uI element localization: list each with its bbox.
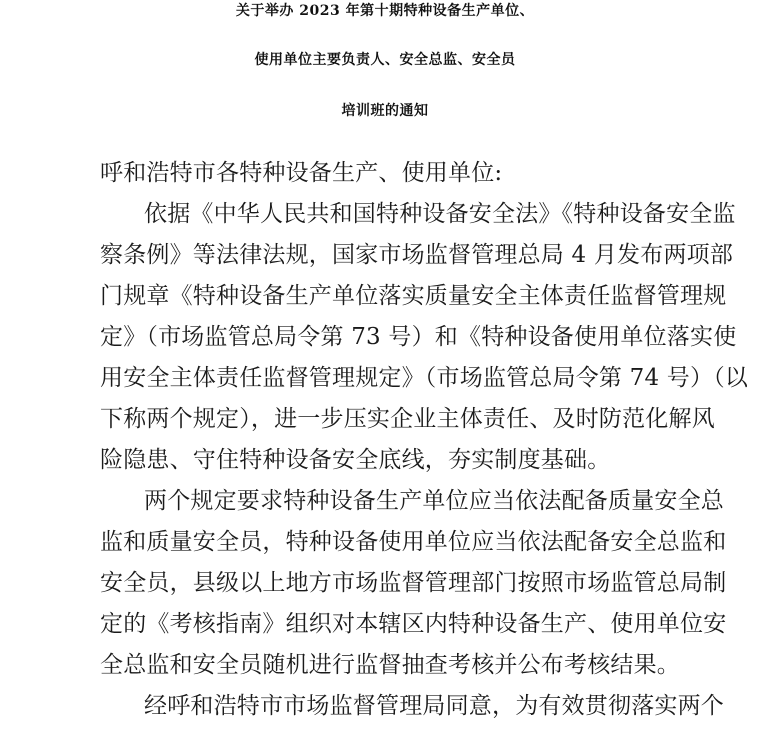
body-line: 察条例》等法律法规，国家市场监督管理总局 4 月发布两项部 (100, 242, 734, 268)
body-line: 定》（市场监管总局令第 73 号）和《特种设备使用单位落实使 (100, 324, 737, 350)
body-line: 监和质量安全员，特种设备使用单位应当依法配备安全总监和 (100, 529, 727, 555)
body-line: 两个规定要求特种设备生产单位应当依法配备质量安全总 (144, 488, 724, 514)
body-line: 经呼和浩特市市场监督管理局同意，为有效贯彻落实两个 (144, 693, 724, 719)
document-title-line-1: 关于举办 2023 年第十期特种设备生产单位、 (235, 3, 535, 19)
body-line: 门规章《特种设备生产单位落实质量安全主体责任监督管理规 (100, 283, 727, 309)
body-line: 用安全主体责任监督管理规定》（市场监管总局令第 74 号）（以 (100, 365, 749, 391)
salutation: 呼和浩特市各特种设备生产、使用单位: (100, 160, 503, 186)
document-title-line-2: 使用单位主要负责人、安全总监、安全员 (254, 52, 516, 68)
document-title-line-3: 培训班的通知 (341, 103, 429, 119)
body-line: 安全员，县级以上地方市场监督管理部门按照市场监管总局制 (100, 570, 727, 596)
body-line: 下称两个规定），进一步压实企业主体责任、及时防范化解风 (100, 406, 715, 432)
body-line: 险隐患、守住特种设备安全底线，夯实制度基础。 (100, 447, 611, 473)
body-line: 定的《考核指南》组织对本辖区内特种设备生产、使用单位安 (100, 611, 727, 637)
body-line: 全总监和安全员随机进行监督抽查考核并公布考核结果。 (100, 652, 680, 678)
body-line: 依据《中华人民共和国特种设备安全法》《特种设备安全监 (144, 201, 736, 227)
